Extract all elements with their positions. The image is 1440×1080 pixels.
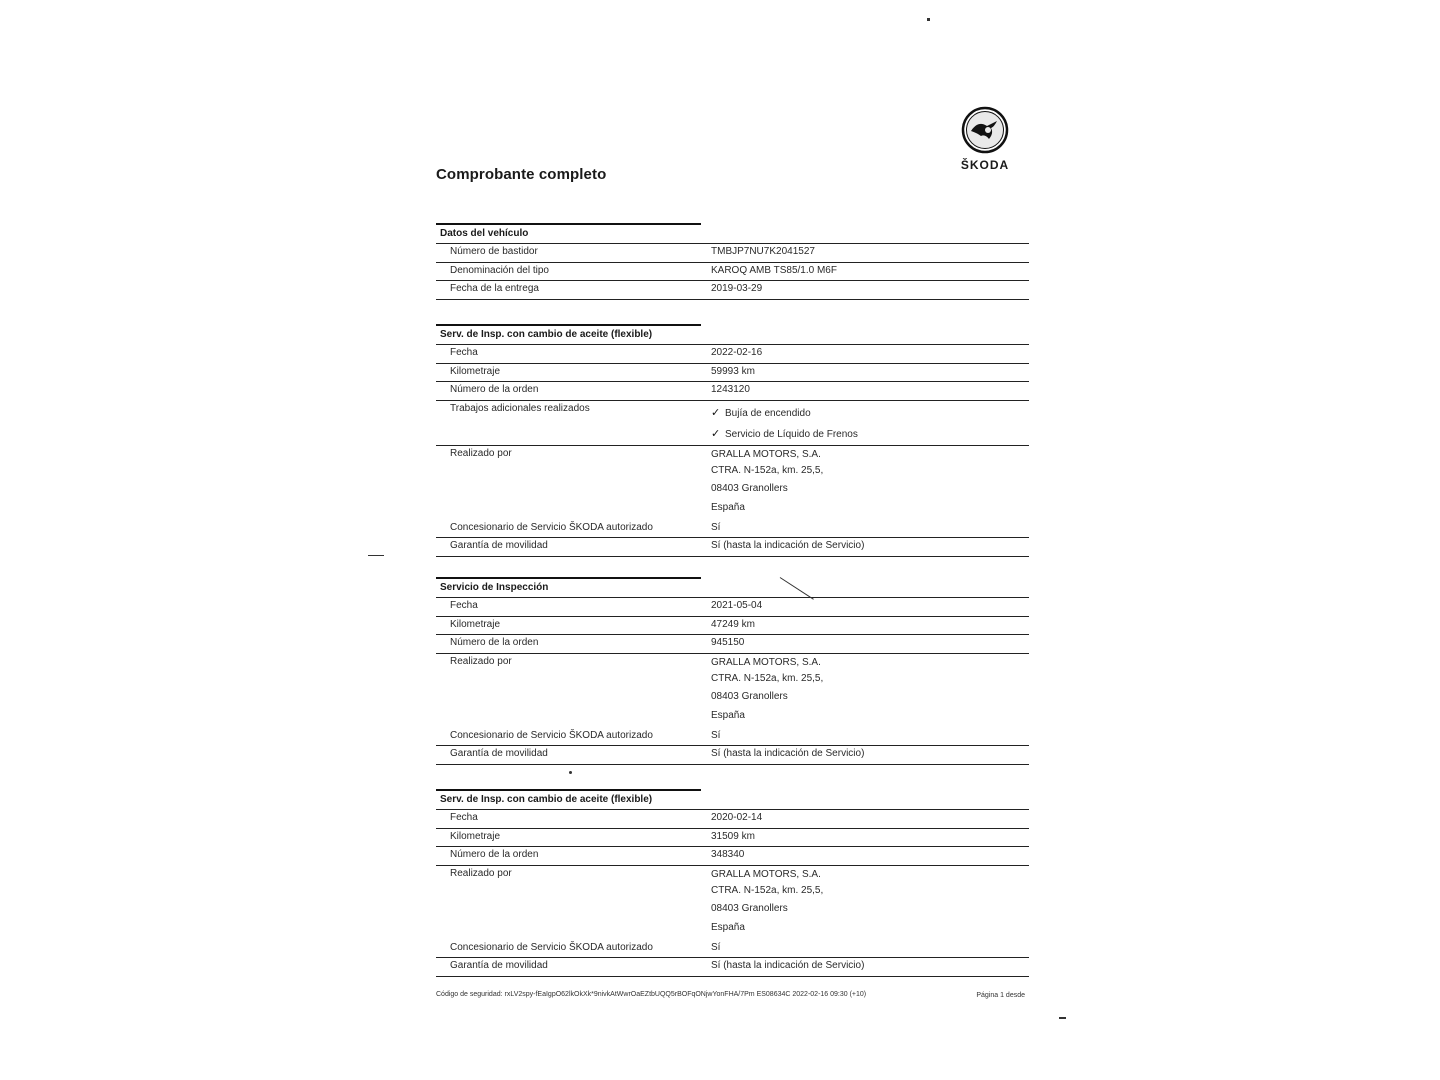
row-label: Fecha bbox=[450, 600, 478, 611]
table-row bbox=[436, 445, 1029, 520]
section-heading: Servicio de Inspección bbox=[436, 577, 701, 597]
table-row bbox=[436, 865, 1029, 940]
table-row bbox=[436, 520, 1029, 538]
row-label: Número de la orden bbox=[450, 849, 539, 861]
row-value: 2021-05-04 bbox=[711, 600, 763, 611]
row-value: 1243120 bbox=[711, 384, 750, 396]
row-label: Garantía de movilidad bbox=[450, 540, 548, 552]
table-row bbox=[436, 957, 1029, 977]
row-label: Concesionario de Servicio ŠKODA autorizado bbox=[450, 941, 653, 953]
table-row bbox=[436, 728, 1029, 746]
row-label: Concesionario de Servicio ŠKODA autorizado bbox=[450, 521, 653, 533]
row-label: Número de la orden bbox=[450, 637, 539, 649]
table-row bbox=[436, 809, 1029, 828]
row-label: Número de la orden bbox=[450, 384, 539, 396]
row-value: 2020-02-14 bbox=[711, 812, 763, 823]
scan-artifact bbox=[368, 555, 384, 556]
row-value: Sí (hasta la indicación de Servicio) bbox=[711, 748, 865, 760]
list-item: ✓ Bujía de encendido bbox=[711, 403, 1029, 424]
service-section-1 bbox=[436, 324, 1029, 557]
table-row bbox=[436, 940, 1029, 958]
document-footer bbox=[436, 991, 1029, 998]
row-value: Sí bbox=[711, 729, 721, 741]
table-row bbox=[436, 653, 1029, 728]
row-label: Realizado por bbox=[450, 655, 512, 667]
row-label: Kilometraje bbox=[450, 830, 501, 842]
row-label: Garantía de movilidad bbox=[450, 748, 548, 760]
row-value: Sí (hasta la indicación de Servicio) bbox=[711, 960, 865, 972]
security-code: Código de seguridad: rxLV2spy-fEaIgpO62lkOkXk*9nivkAtWwrOaEZtbUQQ5rBOFqONjwYonFHA/7Pm ES08634C 2022-02-16 09:30 (+10) bbox=[436, 991, 867, 998]
row-value: 59993 km bbox=[711, 365, 755, 377]
row-label: Fecha de la entrega bbox=[450, 283, 539, 295]
row-value: 945150 bbox=[711, 637, 745, 649]
row-value: Sí (hasta la indicación de Servicio) bbox=[711, 540, 865, 552]
row-label: Kilometraje bbox=[450, 618, 501, 630]
row-label: Número de bastidor bbox=[450, 246, 538, 257]
scan-artifact bbox=[569, 771, 572, 774]
row-value: GRALLA MOTORS, S.A. CTRA. N-152a, km. 25,5, 08403 Granollers España bbox=[711, 868, 824, 933]
row-label: Denominación del tipo bbox=[450, 264, 549, 276]
row-value: 348340 bbox=[711, 849, 745, 861]
vehicle-data-section bbox=[436, 223, 1029, 300]
table-row bbox=[436, 262, 1029, 281]
row-value: KAROQ AMB TS85/1.0 M6F bbox=[711, 264, 837, 276]
row-value: Sí bbox=[711, 521, 721, 533]
section-heading: Serv. de Insp. con cambio de aceite (flexible) bbox=[436, 789, 701, 809]
checkmark-icon: ✓ bbox=[711, 427, 721, 440]
checkmark-icon: ✓ bbox=[711, 406, 721, 419]
section-heading: Datos del vehículo bbox=[436, 223, 701, 243]
page-title: Comprobante completo bbox=[436, 166, 607, 183]
table-row bbox=[436, 363, 1029, 382]
row-value: 2019-03-29 bbox=[711, 283, 763, 295]
row-label: Garantía de movilidad bbox=[450, 960, 548, 972]
table-row bbox=[436, 597, 1029, 616]
row-value: GRALLA MOTORS, S.A. CTRA. N-152a, km. 25,5, 08403 Granollers España bbox=[711, 656, 824, 721]
brand-wordmark: ŠKODA bbox=[960, 158, 1010, 172]
section-heading: Serv. de Insp. con cambio de aceite (flexible) bbox=[436, 324, 701, 344]
row-value: 31509 km bbox=[711, 830, 755, 842]
row-value bbox=[698, 401, 1029, 445]
table-row bbox=[436, 381, 1029, 400]
table-row bbox=[436, 400, 1029, 445]
row-label: Realizado por bbox=[450, 447, 512, 459]
scan-artifact bbox=[1059, 1017, 1066, 1019]
service-section-2 bbox=[436, 577, 1029, 765]
row-label: Concesionario de Servicio ŠKODA autorizado bbox=[450, 729, 653, 741]
row-value: 2022-02-16 bbox=[711, 347, 763, 358]
row-value: GRALLA MOTORS, S.A. CTRA. N-152a, km. 25,5, 08403 Granollers España bbox=[711, 448, 824, 513]
table-row bbox=[436, 745, 1029, 765]
table-row bbox=[436, 828, 1029, 847]
row-label: Trabajos adicionales realizados bbox=[450, 402, 590, 414]
table-row bbox=[436, 243, 1029, 262]
row-label: Fecha bbox=[450, 347, 478, 358]
row-label: Fecha bbox=[450, 812, 478, 823]
table-row bbox=[436, 280, 1029, 300]
row-label: Realizado por bbox=[450, 867, 512, 879]
table-row bbox=[436, 634, 1029, 653]
table-row bbox=[436, 344, 1029, 363]
row-value: TMBJP7NU7K2041527 bbox=[711, 246, 815, 257]
table-row bbox=[436, 846, 1029, 865]
row-value: Sí bbox=[711, 941, 721, 953]
table-row bbox=[436, 616, 1029, 635]
list-item: ✓ Servicio de Líquido de Frenos bbox=[711, 424, 1029, 445]
service-section-3 bbox=[436, 789, 1029, 977]
row-label: Kilometraje bbox=[450, 365, 501, 377]
skoda-arrow-icon bbox=[961, 106, 1009, 154]
page-number: Página 1 desde bbox=[976, 992, 1025, 999]
row-value: 47249 km bbox=[711, 618, 755, 630]
skoda-logo bbox=[955, 106, 1015, 172]
table-row bbox=[436, 537, 1029, 557]
scan-artifact bbox=[927, 18, 930, 21]
